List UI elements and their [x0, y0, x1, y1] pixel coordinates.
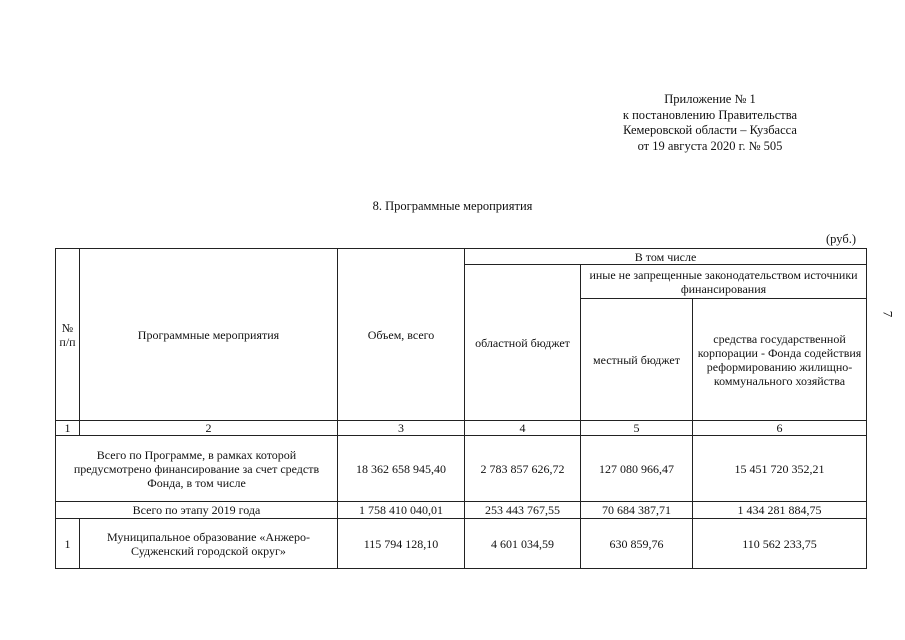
col-number-2: 2 [80, 421, 338, 436]
header-other-sources: иные не запрещенные законодательством источники финансирования [581, 265, 867, 299]
appendix-line-3: Кемеровской области – Кузбасса [623, 123, 797, 137]
row-fund: 110 562 233,75 [693, 519, 867, 569]
events-table [55, 248, 867, 569]
header-including: В том числе [465, 249, 867, 265]
row-regional: 4 601 034,59 [465, 519, 581, 569]
row-label: Всего по Программе, в рамках которой предусмотрено финансирование за счет средств Фонда, в том числе [56, 436, 338, 502]
appendix-line-2: к постановлению Правительства [622, 107, 798, 122]
col-number-3: 3 [338, 421, 465, 436]
header-num: № п/п [56, 249, 80, 421]
row-label: Всего по этапу 2019 года [56, 502, 338, 519]
row-fund: 1 434 281 884,75 [693, 502, 867, 519]
section-title: 8. Программные мероприятия [372, 199, 533, 213]
row-local: 70 684 387,71 [581, 502, 693, 519]
col-number-4: 4 [465, 421, 581, 436]
page-number: 7 [880, 310, 896, 318]
appendix-header [560, 92, 860, 154]
row-fund: 15 451 720 352,21 [693, 436, 867, 502]
header-row-1 [56, 249, 867, 265]
header-regional-budget: областной бюджет [465, 265, 581, 421]
row-total: 18 362 658 945,40 [338, 436, 465, 502]
row-total: 1 758 410 040,01 [338, 502, 465, 519]
col-number-6: 6 [693, 421, 867, 436]
header-events: Программные мероприятия [80, 249, 338, 421]
column-numbers-row [56, 421, 867, 436]
row-regional: 253 443 767,55 [465, 502, 581, 519]
table-row [56, 436, 867, 502]
row-local: 127 080 966,47 [581, 436, 693, 502]
header-local-budget: местный бюджет [581, 299, 693, 421]
table-row [56, 502, 867, 519]
header-fund: средства государственной корпорации - Фонда содействия реформированию жилищно-коммунального хозяйства [693, 299, 867, 421]
row-regional: 2 783 857 626,72 [465, 436, 581, 502]
row-label: Муниципальное образование «Анжеро-Судженский городской округ» [80, 519, 338, 569]
row-local: 630 859,76 [581, 519, 693, 569]
header-total: Объем, всего [338, 249, 465, 421]
col-number-5: 5 [581, 421, 693, 436]
col-number-1: 1 [56, 421, 80, 436]
appendix-line-4: от 19 августа 2020 г. № 505 [637, 138, 783, 153]
table-row [56, 519, 867, 569]
appendix-line-1: Приложение № 1 [664, 92, 756, 106]
units-label: (руб.) [826, 232, 856, 246]
row-num: 1 [56, 519, 80, 569]
row-total: 115 794 128,10 [338, 519, 465, 569]
